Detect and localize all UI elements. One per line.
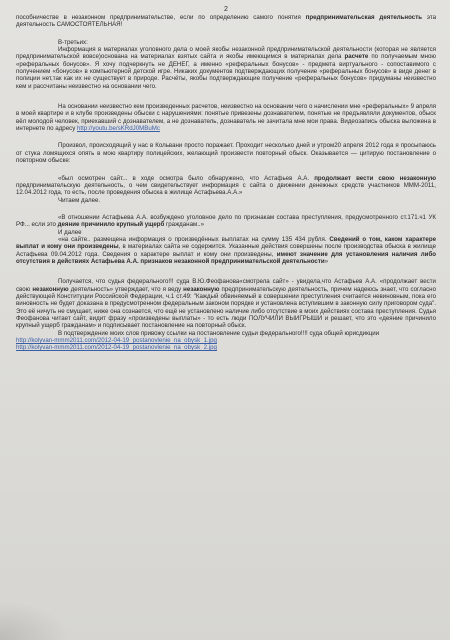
paragraph-text: предпринимательскую деятельность, причем надеюсь знает, что согласно действующей Конституции Российской Федерации, ч.1 ст.49: "Каждый обвиняемый в совершении преступления считается невиновным, пока его виновность не будет доказана в предусмотренном федеральным законом порядке и установлена вступившим в законную силу приговором суда". Это её ничуть не смущает, ниже она сознается, что ещё не установлено наличие либо отсутствие в моих действиях состава преступления. Судья Феофанова читает сайт, видит фразу «произведены выплаты» - то есть люди ПОЛУЧИЛИ ВЫИГРЫШИ и решает, что это «деяние причинило крупный ущерб гражданам» и подписывает постановление на повторный обыск. (16, 285, 436, 330)
spacer (16, 165, 436, 175)
quote-text: , в материалах сайта не содержится. Указанные действия совершены после производства обыска в жилище Астафьева 09.04.2012 года. Сведения о характере выплат и кому они произведены, (16, 243, 436, 258)
paragraph-text: по получаемым мною «реферальных бонусов». Я хочу подчеркнуть не ДЕНЕГ, а именно «реферальных бонусов» - предмета виртуального - сопоставимого с получением «бонусов» в компьютерной детской игре. Никаких документов подтверждающих получение «реферальных бонусов» в виде денег в полиции нет,так как их не существует в природе. Расчёты, якобы подтверждающие получение «реферальных бонусов» придуманы неизвестно кем и рассчитаны неизвестно на основании чего. (16, 53, 437, 90)
paragraph-accomplice (16, 14, 436, 29)
quote-text: «на сайте.. размещена информация о произведённых выплатах на сумму 135 434 рубля. (58, 235, 330, 243)
quote-text: «В отношении Астафьева А.А. возбуждено уголовное дело по признакам состава преступления, предусмотренного ст.171.ч1 УК РФ... если это (16, 213, 436, 229)
paragraph-text: Информация в материалах уголовного дела о моей якобы незаконной предпринимательской деятельности (которая не является предпринимательской вовсе)основана на материалах взятых сайта и якобы имеющимся в материалах дела (16, 46, 436, 61)
quote-text: «был осмотрен сайт... в ходе осмотра было обнаружено, что Астафьев А.А. (58, 174, 315, 182)
paragraph-text: пособничестве в незаконном предпринимательстве, если по определению самого понятия (16, 14, 306, 21)
bold-phrase: Сведений о том, каком характере выплат и кому они произведены (16, 235, 436, 251)
link-line (16, 344, 436, 351)
bold-phrase: расчете (344, 53, 369, 61)
decree-link-2[interactable]: http://kolyvan-mmm2011.com/2012-04-19_postanovlenie_na_obysk_2.jpg (16, 344, 217, 352)
page-number: 2 (224, 6, 228, 13)
paragraph-and-further: И далее (58, 228, 82, 236)
decree-link-1[interactable]: http://kolyvan-mmm2011.com/2012-04-19_postanovlenie_na_obysk_1.jpg (16, 337, 217, 345)
paragraph-thirdly-title: В-третьих: (58, 38, 88, 46)
quote-site-inspected (16, 175, 436, 197)
spacer (16, 29, 436, 39)
spacer (16, 90, 436, 103)
link-line (16, 337, 436, 344)
spacer (16, 132, 436, 142)
paragraph-text: Получается, что судья федерального!!! суда В.Ю.Феофанова«смотрела сайт» - увидела,что Астафьев А.А. «продолжает вести свою (16, 278, 436, 293)
bold-phrase: незаконную (32, 285, 69, 293)
bold-phrase: незаконную (183, 285, 220, 293)
quote-text: » (324, 257, 329, 265)
paragraph-referral-bonuses (16, 46, 436, 90)
spacer (16, 265, 436, 278)
bold-phrase: продолжает вести свою незаконную (314, 174, 436, 182)
paragraph-arbitrariness: Произвол, происходящий у нас в Кольвани просто поражает. Проходит несколько дней и утром20 апреля 2012 года я просыпаюсь от стука ломящихся опять в мою квартиру полицейских, желающий произвести повторный обыск. Оказывается — цитирую постановление о повторном обыске: (16, 142, 436, 165)
paper-shadow (0, 600, 70, 640)
quote-text: предпринимательскую деятельность, о чем свидетельствует информация с сайта о движении денежных средств участников МММ-2011, 12.04.2012 года, то есть, после проведения обыска в жилище Астафьева.А.А.» (16, 181, 436, 197)
quote-criminal-case (16, 214, 436, 229)
quote-text: гражданам..» (164, 221, 205, 229)
paragraph-text: На основании неизвестно кем произведенных расчетов, неизвестно на основании чего о начислении мне «реферальных» 9 апреля в моей квартире и в клубе произведены обыски с нарушениями: понятые привезены дознавателем, понятые не предъявляли документов, обыск вёл молодой человек, приехавший с дознавателем, а не дознаватель, дознаватель не зачитала мне мои права. Видеозапись обыска выложена в интернете по адресу (16, 103, 436, 133)
quote-payments (16, 236, 436, 265)
paragraph-text: деятельность» утверждает, что я веду (68, 285, 184, 293)
paragraph-judge (16, 278, 436, 329)
paragraph-confirmation: В подтверждение моих слов привожу ссылки на постановление судьи федерального!!!! суда общей юрисдикции (58, 329, 380, 337)
spacer (16, 204, 436, 214)
bold-phrase: имеют значение для установления наличия либо отсутствия в действиях Астафьева А.А. признаков незаконной предпринимательской деятельности (16, 250, 436, 265)
paragraph-searches (16, 103, 436, 132)
bold-phrase: предпринимательская деятельность (305, 14, 423, 21)
paragraph-text: эта деятельность САМОСТОЯТЕЛЬНАЯ! (16, 14, 437, 29)
video-link[interactable]: http://youtu.be/sKRdJ0MBuMc (76, 125, 160, 133)
paragraph-read-further: Читаем далее. (58, 196, 101, 204)
bold-phrase: деяние причинило крупный ущерб (57, 221, 165, 229)
